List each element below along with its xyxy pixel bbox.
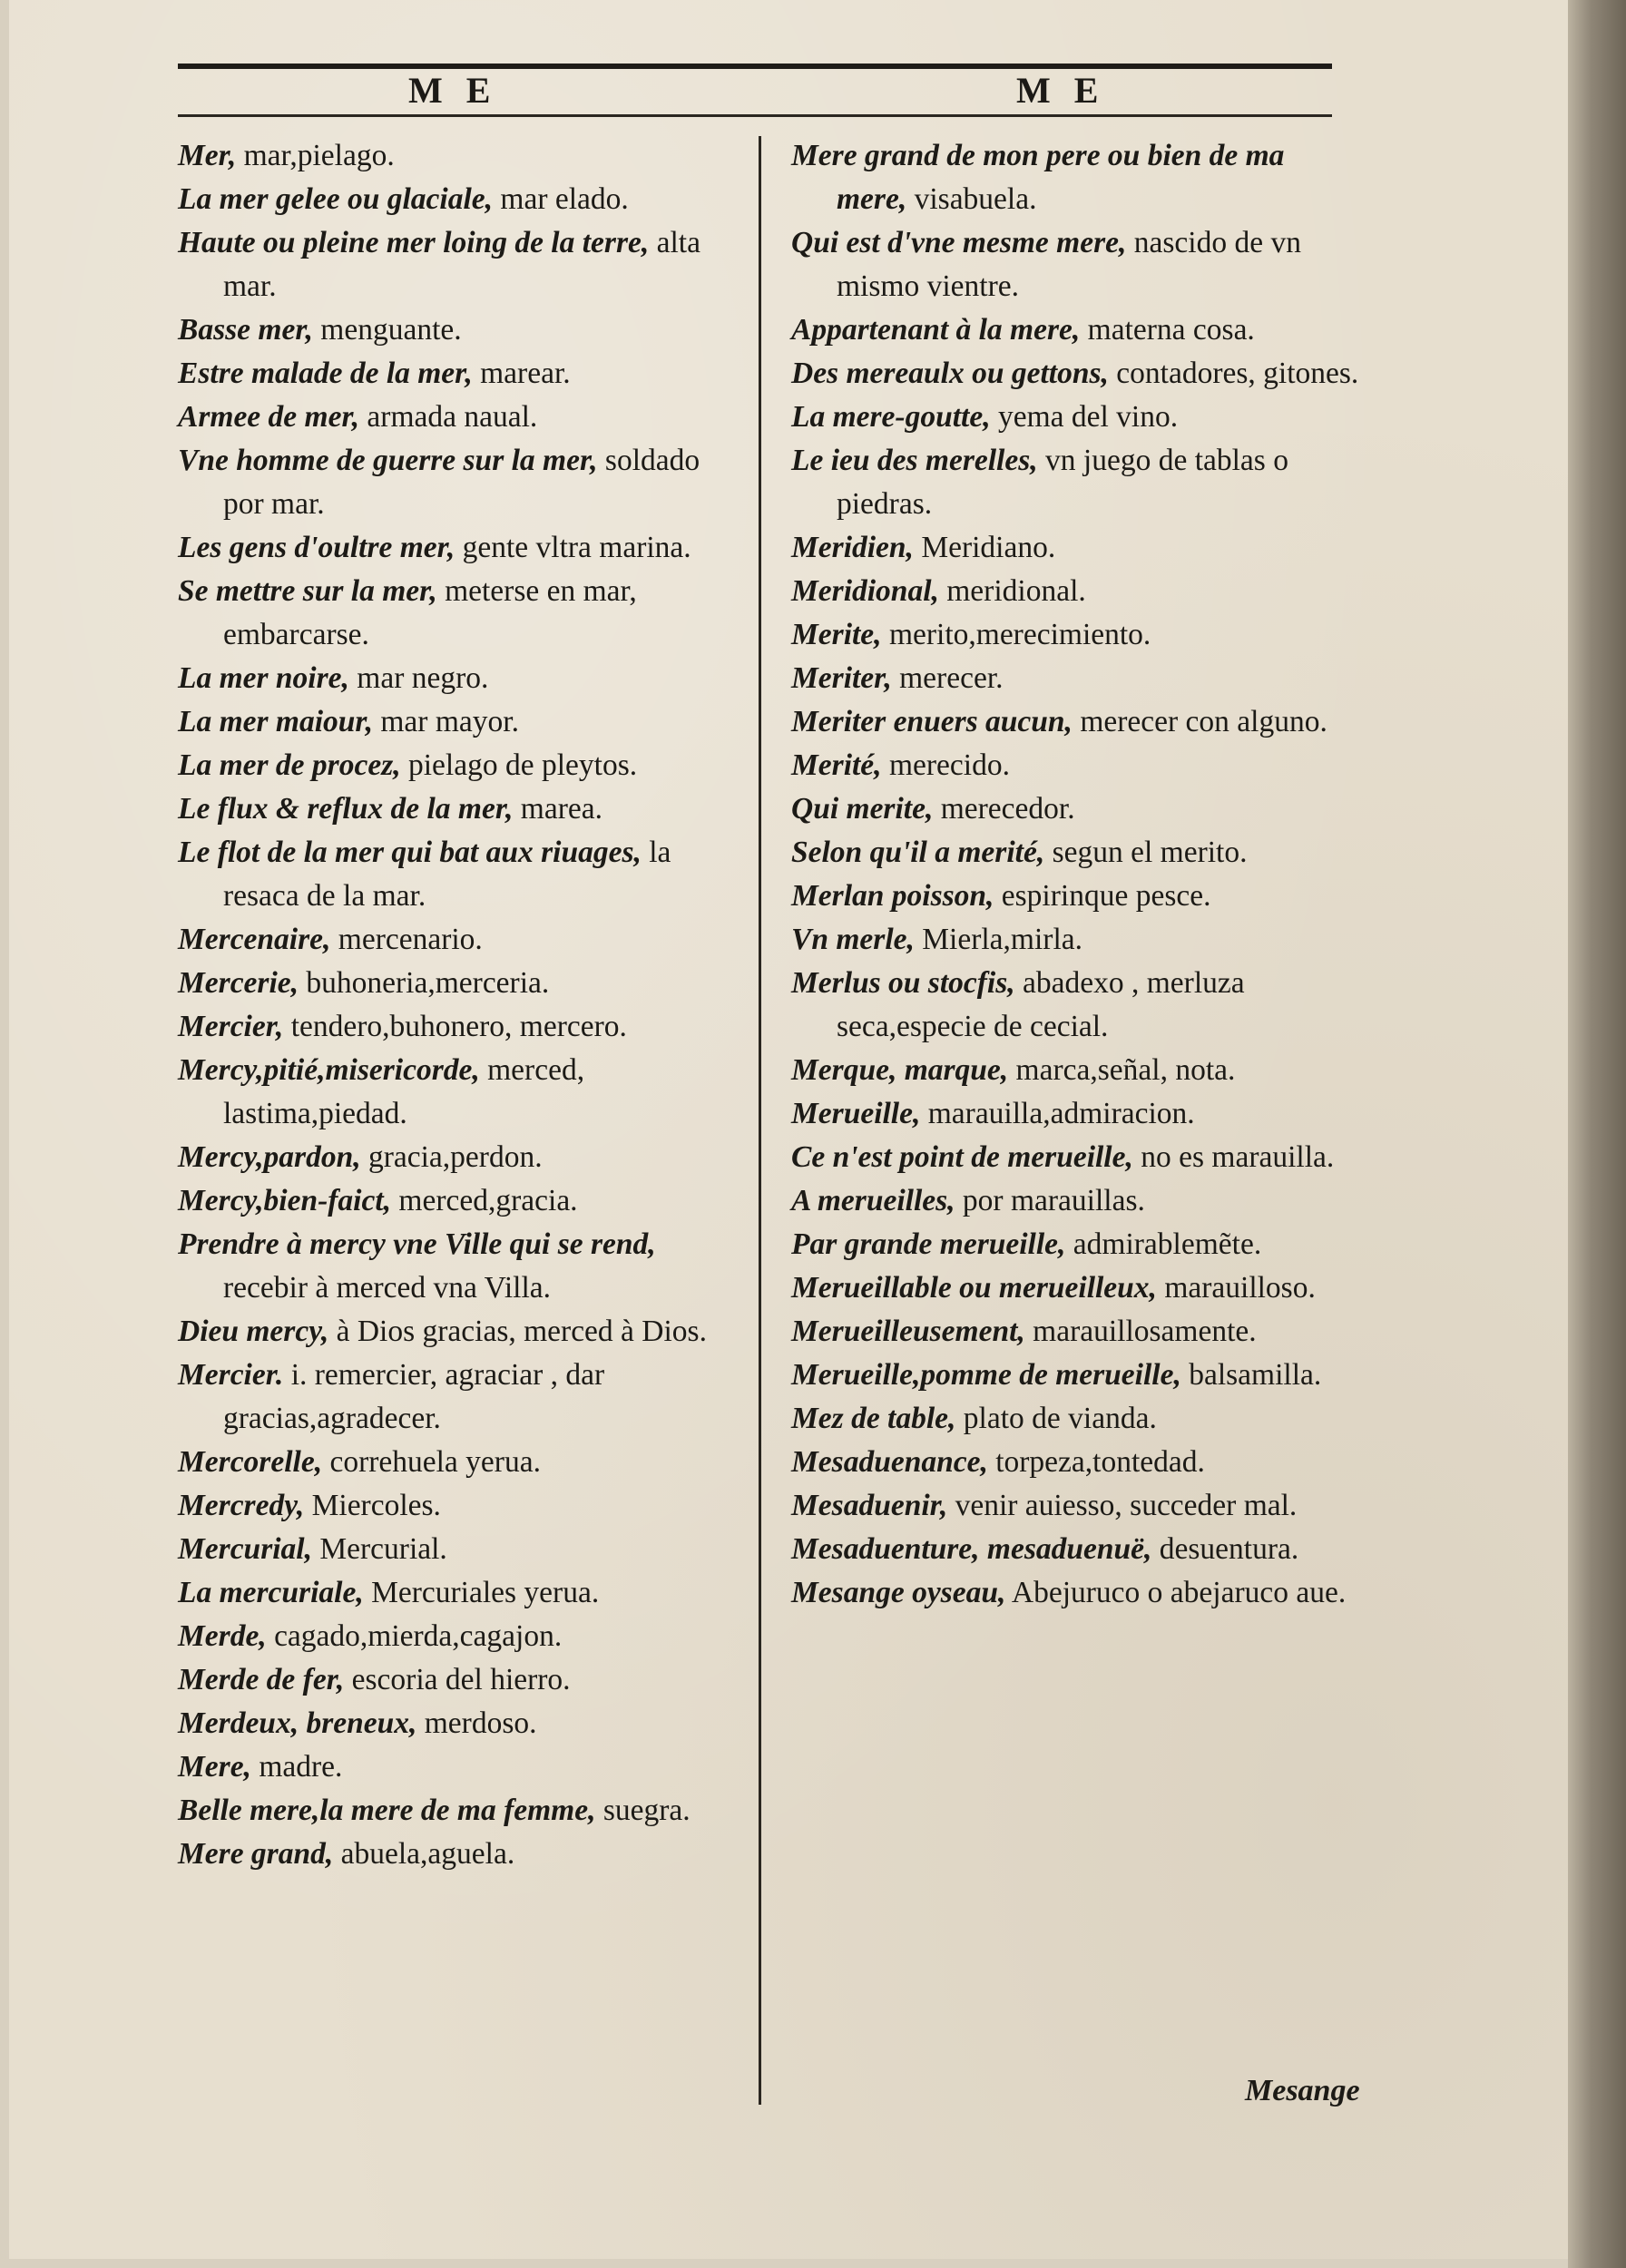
dictionary-entry	[791, 787, 1361, 831]
entry-translation: marea.	[520, 792, 602, 826]
dictionary-entry	[178, 1833, 739, 1876]
entry-translation: escoria del hierro.	[351, 1663, 571, 1696]
entry-translation: merecedor.	[940, 792, 1075, 826]
dictionary-entry	[791, 918, 1361, 962]
entry-translation: plato de vianda.	[963, 1402, 1157, 1435]
entry-headword: Meriter enuers aucun,	[791, 705, 1073, 738]
entry-headword: Mercier,	[178, 1010, 284, 1043]
dictionary-entry	[178, 526, 739, 570]
entry-headword: Qui est d'vne mesme mere,	[791, 226, 1127, 259]
entry-headword: Merueillable ou merueilleux,	[791, 1271, 1157, 1305]
entry-translation: correhuela yerua.	[329, 1445, 541, 1479]
entry-translation: marca,señal, nota.	[1015, 1053, 1236, 1087]
right-column	[791, 134, 1361, 1615]
entry-headword: Mere,	[178, 1750, 251, 1784]
entry-headword: Mercredy,	[178, 1489, 305, 1522]
entry-headword: Se mettre sur la mer,	[178, 574, 437, 608]
entry-headword: La mer noire,	[178, 661, 349, 695]
entry-translation: por marauillas.	[962, 1184, 1145, 1217]
dictionary-entry	[178, 657, 739, 700]
entry-headword: Mercerie,	[178, 966, 299, 1000]
entry-headword: Merlan poisson,	[791, 879, 994, 913]
dictionary-entry	[178, 221, 739, 308]
entry-headword: Dieu mercy,	[178, 1315, 329, 1348]
entry-translation: merced, lastima,piedad.	[223, 1053, 585, 1130]
dictionary-entry	[178, 178, 739, 221]
dictionary-entry	[178, 1136, 739, 1179]
dictionary-entry	[178, 787, 739, 831]
entry-translation: no es marauilla.	[1141, 1140, 1335, 1174]
entry-headword: Mez de table,	[791, 1402, 956, 1435]
entry-translation: soldado por mar.	[223, 444, 700, 521]
dictionary-entry	[791, 1441, 1361, 1484]
page-edge-shadow	[1568, 0, 1626, 2268]
entry-headword: Belle mere,la mere de ma femme,	[178, 1794, 596, 1827]
entry-translation: mercenario.	[338, 923, 483, 956]
dictionary-entry	[791, 700, 1361, 744]
entry-headword: Mer,	[178, 139, 237, 172]
entry-headword: Merlus ou stocfis,	[791, 966, 1015, 1000]
entry-headword: Haute ou pleine mer loing de la terre,	[178, 226, 650, 259]
dictionary-entry	[178, 744, 739, 787]
entry-headword: Merque, marque,	[791, 1053, 1009, 1087]
dictionary-entry	[178, 1571, 739, 1615]
entry-headword: Mercy,bien-faict,	[178, 1184, 392, 1217]
entry-translation: torpeza,tontedad.	[995, 1445, 1205, 1479]
entry-headword: Qui merite,	[791, 792, 934, 826]
entry-translation: marauillosamente.	[1033, 1315, 1257, 1348]
entry-headword: Mercurial,	[178, 1532, 312, 1566]
dictionary-entry	[178, 1049, 739, 1136]
entry-translation: mar mayor.	[380, 705, 519, 738]
entry-translation: Mercurial.	[319, 1532, 447, 1566]
entry-headword: Mesange oyseau,	[791, 1576, 1006, 1609]
entry-translation: materna cosa.	[1087, 313, 1255, 347]
entry-translation: mar negro.	[357, 661, 489, 695]
entry-translation: mar,pielago.	[243, 139, 395, 172]
entry-translation: armada naual.	[367, 400, 538, 434]
entry-translation: recebir à merced vna Villa.	[223, 1271, 552, 1305]
entry-translation: balsamilla.	[1189, 1358, 1322, 1392]
entry-headword: Le flux & reflux de la mer,	[178, 792, 514, 826]
entry-translation: merecer.	[899, 661, 1004, 695]
entry-translation: admirablemẽte.	[1073, 1227, 1262, 1261]
dictionary-entry	[178, 308, 739, 352]
entry-translation: merecer con alguno.	[1080, 705, 1327, 738]
entry-headword: Meriter,	[791, 661, 892, 695]
running-head-left: M E	[408, 70, 498, 111]
entry-translation: madre.	[259, 1750, 343, 1784]
entry-translation: gente vltra marina.	[462, 531, 691, 564]
entry-headword: Merueilleusement,	[791, 1315, 1025, 1348]
dictionary-entry	[178, 700, 739, 744]
dictionary-entry	[178, 352, 739, 396]
dictionary-entry	[791, 962, 1361, 1049]
dictionary-entry	[178, 1310, 739, 1354]
entry-translation: tendero,buhonero, mercero.	[290, 1010, 627, 1043]
dictionary-entry	[791, 657, 1361, 700]
dictionary-entry	[178, 1179, 739, 1223]
entry-translation: merced,gracia.	[398, 1184, 578, 1217]
running-head-right: M E	[1016, 70, 1106, 111]
dictionary-entry	[791, 526, 1361, 570]
dictionary-entry	[178, 1223, 739, 1310]
entry-headword: Les gens d'oultre mer,	[178, 531, 455, 564]
entry-translation: espirinque pesce.	[1001, 879, 1211, 913]
dictionary-entry	[178, 134, 739, 178]
dictionary-entry	[178, 1528, 739, 1571]
entry-translation: desuentura.	[1159, 1532, 1299, 1566]
dictionary-entry	[178, 962, 739, 1005]
entry-translation: merecido.	[888, 748, 1010, 782]
entry-headword: Mercy,pardon,	[178, 1140, 361, 1174]
dictionary-entry	[791, 1092, 1361, 1136]
entry-headword: Mere grand de mon pere ou bien de ma mere,	[791, 139, 1285, 216]
dictionary-entry	[178, 1441, 739, 1484]
dictionary-entry	[791, 1397, 1361, 1441]
entry-translation: Abejuruco o abejaruco aue.	[1011, 1576, 1347, 1609]
dictionary-entry	[791, 396, 1361, 439]
entry-headword: Le ieu des merelles,	[791, 444, 1038, 477]
entry-translation: nascido de vn mismo vientre.	[837, 226, 1301, 303]
entry-headword: La mercuriale,	[178, 1576, 364, 1609]
dictionary-entry	[791, 613, 1361, 657]
entry-headword: Estre malade de la mer,	[178, 357, 473, 390]
dictionary-entry	[178, 918, 739, 962]
dictionary-entry	[791, 570, 1361, 613]
dictionary-entry	[791, 1136, 1361, 1179]
entry-headword: Basse mer,	[178, 313, 313, 347]
dictionary-entry	[178, 439, 739, 526]
entry-headword: Vn merle,	[791, 923, 915, 956]
entry-headword: La mere-goutte,	[791, 400, 991, 434]
entry-translation: venir auiesso, succeder mal.	[955, 1489, 1298, 1522]
entry-translation: suegra.	[602, 1794, 691, 1827]
entry-headword: Selon qu'il a merité,	[791, 836, 1045, 869]
column-divider	[759, 136, 761, 2105]
dictionary-entry	[791, 308, 1361, 352]
entry-headword: Mercier.	[178, 1358, 284, 1392]
entry-translation: menguante.	[320, 313, 462, 347]
entry-translation: meterse en mar, embarcarse.	[223, 574, 637, 651]
dictionary-entry	[791, 134, 1361, 221]
entry-headword: Merueille,	[791, 1097, 921, 1130]
dictionary-entry	[791, 439, 1361, 526]
entry-translation: segun el merito.	[1052, 836, 1248, 869]
dictionary-entry	[791, 1310, 1361, 1354]
dictionary-entry	[791, 1049, 1361, 1092]
entry-headword: Merde de fer,	[178, 1663, 345, 1696]
entry-translation: cagado,mierda,cagajon.	[274, 1619, 563, 1653]
entry-headword: Merdeux, breneux,	[178, 1706, 417, 1740]
dictionary-entry	[791, 831, 1361, 875]
dictionary-entry	[178, 1484, 739, 1528]
entry-headword: Prendre à mercy vne Ville qui se rend,	[178, 1227, 656, 1261]
entry-headword: Meridien,	[791, 531, 914, 564]
entry-translation: marauilloso.	[1164, 1271, 1316, 1305]
entry-headword: Merde,	[178, 1619, 267, 1653]
entry-headword: Merite,	[791, 618, 882, 651]
entry-headword: Armee de mer,	[178, 400, 360, 434]
entry-translation: marauilla,admiracion.	[927, 1097, 1195, 1130]
dictionary-entry	[791, 1179, 1361, 1223]
dictionary-entry	[791, 1266, 1361, 1310]
entry-translation: i. remercier, agraciar , dar gracias,agradecer.	[223, 1358, 605, 1435]
dictionary-entry	[791, 1484, 1361, 1528]
entry-headword: Ce n'est point de merueille,	[791, 1140, 1133, 1174]
entry-translation: contadores, gitones.	[1116, 357, 1359, 390]
entry-headword: Mercenaire,	[178, 923, 331, 956]
left-column	[178, 134, 739, 1876]
entry-headword: Merité,	[791, 748, 882, 782]
dictionary-entry	[791, 1528, 1361, 1571]
entry-translation: à Dios gracias, merced à Dios.	[336, 1315, 707, 1348]
header-rule	[178, 64, 1332, 69]
entry-translation: meridional.	[946, 574, 1086, 608]
entry-translation: merito,merecimiento.	[888, 618, 1151, 651]
entry-headword: La mer de procez,	[178, 748, 401, 782]
header-underline	[178, 114, 1332, 117]
entry-headword: La mer gelee ou glaciale,	[178, 182, 494, 216]
dictionary-entry	[791, 1354, 1361, 1397]
dictionary-entry	[791, 1571, 1361, 1615]
entry-headword: Mesaduenance,	[791, 1445, 988, 1479]
entry-translation: mar elado.	[500, 182, 629, 216]
entry-translation: alta mar.	[223, 226, 700, 303]
entry-translation: Mierla,mirla.	[922, 923, 1082, 956]
dictionary-entry	[791, 352, 1361, 396]
entry-translation: buhoneria,merceria.	[306, 966, 550, 1000]
entry-headword: Mercorelle,	[178, 1445, 323, 1479]
entry-translation: abadexo , merluza seca,especie de cecial.	[837, 966, 1245, 1043]
dictionary-entry	[178, 1615, 739, 1658]
dictionary-entry	[178, 570, 739, 657]
dictionary-entry	[791, 221, 1361, 308]
dictionary-entry	[178, 1702, 739, 1745]
entry-translation: yema del vino.	[997, 400, 1179, 434]
entry-translation: marear.	[480, 357, 571, 390]
dictionary-entry	[178, 1354, 739, 1441]
entry-headword: Mere grand,	[178, 1837, 334, 1871]
dictionary-entry	[178, 1745, 739, 1789]
dictionary-entry	[178, 831, 739, 918]
entry-translation: pielago de pleytos.	[407, 748, 638, 782]
dictionary-entry	[791, 1223, 1361, 1266]
entry-translation: abuela,aguela.	[340, 1837, 515, 1871]
entry-translation: gracia,perdon.	[367, 1140, 543, 1174]
catchword: Mesange	[1245, 2074, 1360, 2107]
dictionary-entry	[791, 744, 1361, 787]
dictionary-entry	[178, 1005, 739, 1049]
entry-headword: Mercy,pitié,misericorde,	[178, 1053, 480, 1087]
entry-translation: la resaca de la mar.	[223, 836, 671, 913]
dictionary-entry	[178, 1789, 739, 1833]
entry-headword: Le flot de la mer qui bat aux riuages,	[178, 836, 642, 869]
entry-translation: merdoso.	[424, 1706, 537, 1740]
dictionary-entry	[178, 396, 739, 439]
entry-translation: visabuela.	[914, 182, 1037, 216]
entry-headword: La mer maiour,	[178, 705, 373, 738]
entry-headword: Mesaduenir,	[791, 1489, 948, 1522]
entry-translation: Mercuriales yerua.	[371, 1576, 600, 1609]
dictionary-entry	[791, 875, 1361, 918]
entry-headword: Merueille,pomme de merueille,	[791, 1358, 1181, 1392]
entry-headword: Des mereaulx ou gettons,	[791, 357, 1109, 390]
entry-headword: Appartenant à la mere,	[791, 313, 1081, 347]
entry-translation: vn juego de tablas o piedras.	[837, 444, 1288, 521]
entry-headword: Vne homme de guerre sur la mer,	[178, 444, 598, 477]
entry-headword: Mesaduenture, mesaduenuë,	[791, 1532, 1152, 1566]
entry-headword: Meridional,	[791, 574, 939, 608]
entry-headword: Par grande merueille,	[791, 1227, 1066, 1261]
entry-translation: Miercoles.	[311, 1489, 441, 1522]
entry-headword: A merueilles,	[791, 1184, 955, 1217]
dictionary-entry	[178, 1658, 739, 1702]
entry-translation: Meridiano.	[921, 531, 1056, 564]
